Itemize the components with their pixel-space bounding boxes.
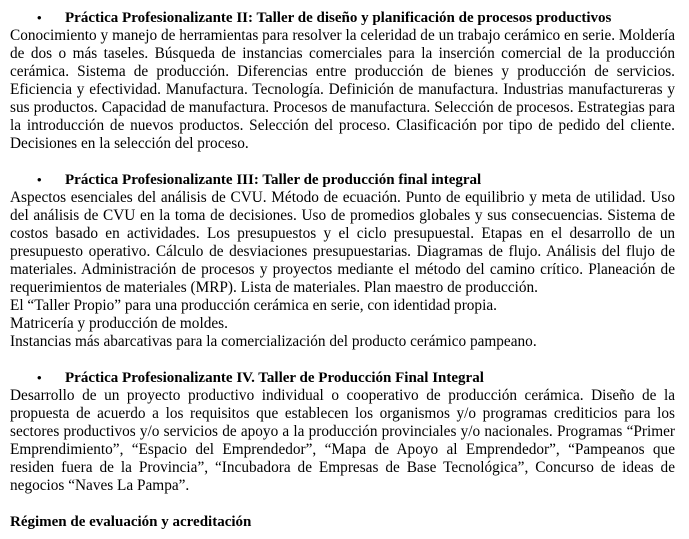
- evaluation-heading: Régimen de evaluación y acreditación: [10, 514, 252, 530]
- spacer: [10, 495, 675, 513]
- section-body: Aspectos esenciales del análisis de CVU. Método de ecuación. Punto de equilibrio y meta de utilidad. Uso del análisis de CVU en la toma de decisiones. Uso de promedios globales y sus consecuencias. Sistema de costos basado en actividades. Los presupuestos y el ciclo presupuestal. Etapas en el desarrollo de un presupuesto operativo. Cálculo de desviaciones presupuestarias. Diagramas de flujo. Análisis del flujo de materiales. Administración de procesos y proyectos mediante el método del camino crítico. Planeación de requerimientos de materiales (MRP). Lista de materiales. Plan maestro de producción.: [10, 189, 675, 296]
- section-extra-line: Instancias más abarcativas para la comercialización del producto cerámico pampeano.: [10, 333, 537, 350]
- section-title: Práctica Profesionalizante III: Taller de producción final integral: [65, 172, 482, 188]
- section-title: Práctica Profesionalizante IV. Taller de Producción Final Integral: [65, 370, 484, 386]
- section-body: Conocimiento y manejo de herramientas para resolver la celeridad de un trabajo cerámico en serie. Moldería de dos o más taseles. Búsqueda de instancias comerciales para la inserción comercial de la producción cerámica. Sistema de producción. Diferencias entre producción de bienes y producción de servicios. Eficiencia y efectividad. Manufactura. Tecnología. Definición de manufactura. Industrias manufactureras y sus productos. Capacidad de manufactura. Procesos de manufactura. Selección de procesos. Estrategias para la introducción de nuevos productos. Selección del proceso. Clasificación por tipo de pedido del cliente. Decisiones en la selección del proceso.: [10, 27, 675, 152]
- bullet-icon: •: [37, 370, 42, 385]
- spacer: [10, 351, 675, 369]
- section-extra-line: Matricería y producción de moldes.: [10, 315, 228, 332]
- section-heading-practica-ii: [10, 9, 675, 27]
- spacer: [10, 153, 675, 171]
- section-heading-practica-iii: [10, 171, 675, 189]
- section-title: Práctica Profesionalizante II: Taller de diseño y planificación de procesos productivos: [65, 10, 612, 26]
- bullet-icon: •: [37, 10, 42, 25]
- section-body: Desarrollo de un proyecto productivo individual o cooperativo de producción cerámica. Diseño de la propuesta de acuerdo a los requisitos que establecen los organismos y/o programas crediticios para los sectores productivos y/o servicios de apoyo a la producción provinciales y/o nacionales. Programas “Primer Emprendimiento”, “Espacio del Emprendedor”, “Mapa de Apoyo al Emprendedor”, “Pampeanos que residen fuera de la Provincia”, “Incubadora de Empresas de Base Tecnológica”, Concurso de ideas de negocios “Naves La Pampa”.: [10, 387, 675, 494]
- section-heading-practica-iv: [10, 369, 675, 387]
- section-extra-line: El “Taller Propio” para una producción cerámica en serie, con identidad propia.: [10, 297, 497, 314]
- bullet-icon: •: [37, 172, 42, 187]
